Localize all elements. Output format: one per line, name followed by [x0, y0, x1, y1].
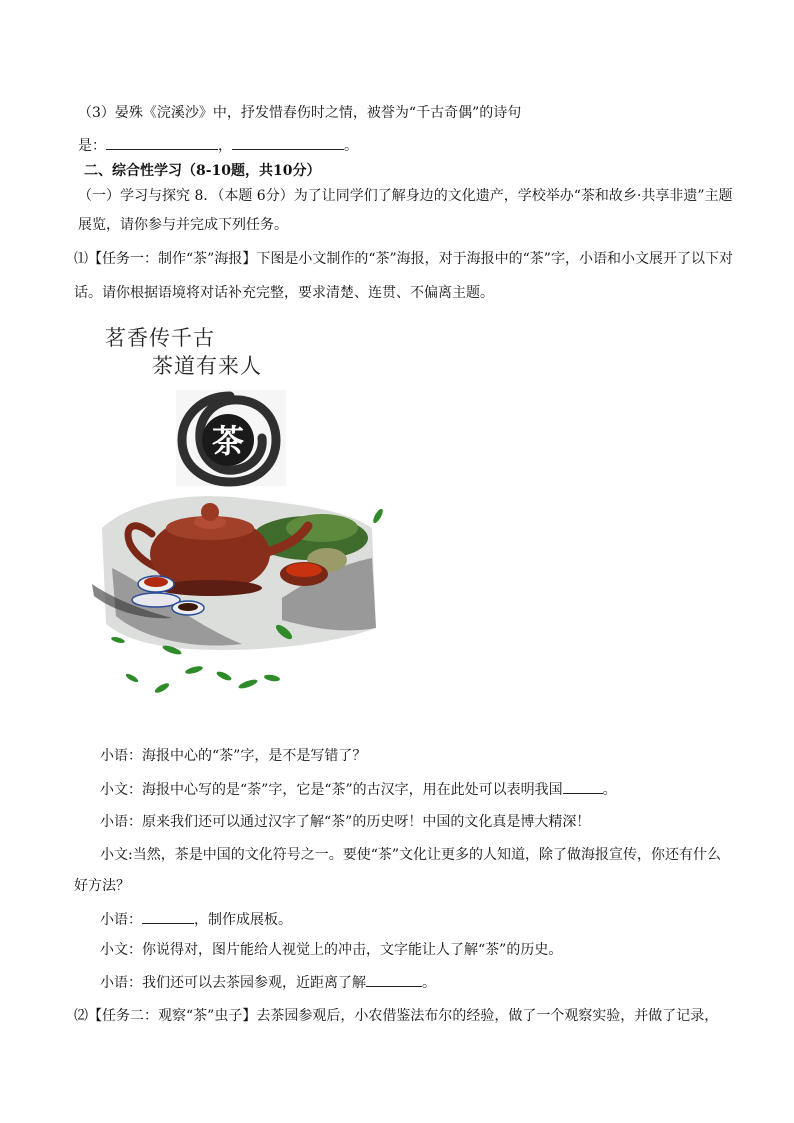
- q3-question: （3）晏殊《浣溪沙》中，抒发惜春伤时之情，被誉为“千古奇偶”的诗句: [78, 105, 522, 121]
- dialogue-4-line-2: 好方法？: [74, 878, 130, 894]
- dialogue-7-blank[interactable]: [366, 972, 422, 987]
- tea-poster-image: [72, 388, 384, 706]
- task1-line-2: 话。请你根据语境将对话补充完整，要求清楚、连贯、不偏离主题。: [74, 285, 494, 301]
- dialogue-2: [100, 779, 617, 800]
- section-2-heading: 二、综合性学习（8-10题，共10分）: [84, 163, 321, 179]
- q8-intro-line-2: 展览，请你参与并完成下列任务。: [78, 217, 288, 233]
- q3-answer-blank-1[interactable]: [106, 135, 218, 150]
- dialogue-5-prefix: 小语：: [100, 912, 142, 928]
- dialogue-2-text: 小文：海报中心写的是“荼”字，它是“茶”的古汉字，用在此处可以表明我国: [100, 782, 563, 798]
- ink-circle-logo: [176, 390, 286, 486]
- dialogue-5-text: ，制作成展板。: [194, 912, 292, 928]
- q8-intro-line-1: （一）学习与探究 8．（本题 6分）为了让同学们了解身边的文化遗产，学校举办“茶和故乡·共享非遗”主题: [78, 188, 733, 204]
- q3-answer-blank-2[interactable]: [232, 135, 344, 150]
- dialogue-7-text: 小语：我们还可以去茶园参观，近距离了解: [100, 975, 366, 991]
- dialogue-7-end: 。: [422, 975, 436, 991]
- dialogue-3: 小语：原来我们还可以通过汉字了解“茶”的历史呀！中国的文化真是博大精深！: [100, 814, 591, 830]
- dialogue-6: 小文：你说得对，图片能给人视觉上的冲击，文字能让人了解“茶”的历史。: [100, 942, 563, 958]
- dialogue-5: [100, 909, 292, 930]
- q3-answer-prefix: 是：: [78, 138, 106, 154]
- dialogue-4-line-1: 小文:当然，茶是中国的文化符号之一。要使“茶”文化让更多的人知道，除了做海报宣传，你还有什么: [100, 847, 722, 863]
- poster-title-1: 茗香传千古: [105, 326, 215, 350]
- dialogue-5-blank[interactable]: [142, 909, 194, 924]
- q3-end: 。: [344, 138, 358, 154]
- task1-line-1: ⑴【任务一：制作“茶”海报】下图是小文制作的“茶”海报，对于海报中的“茶”字，小语和小文展开了以下对: [74, 251, 733, 267]
- poster-center-char: 茶: [211, 422, 245, 460]
- task2-line-1: ⑵【任务二：观察“茶”虫子】去茶园参观后，小农借鉴法布尔的经验，做了一个观察实验，并做了记录，: [74, 1008, 719, 1024]
- q3-separator: ，: [218, 138, 232, 154]
- dialogue-2-blank[interactable]: [563, 779, 603, 794]
- dialogue-2-end: 。: [602, 782, 617, 798]
- dialogue-7: [100, 972, 436, 993]
- poster-title-2: 茶道有来人: [152, 354, 262, 378]
- q3-answer-line: [78, 135, 358, 156]
- dialogue-1: 小语：海报中心的“茶”字，是不是写错了？: [100, 748, 367, 764]
